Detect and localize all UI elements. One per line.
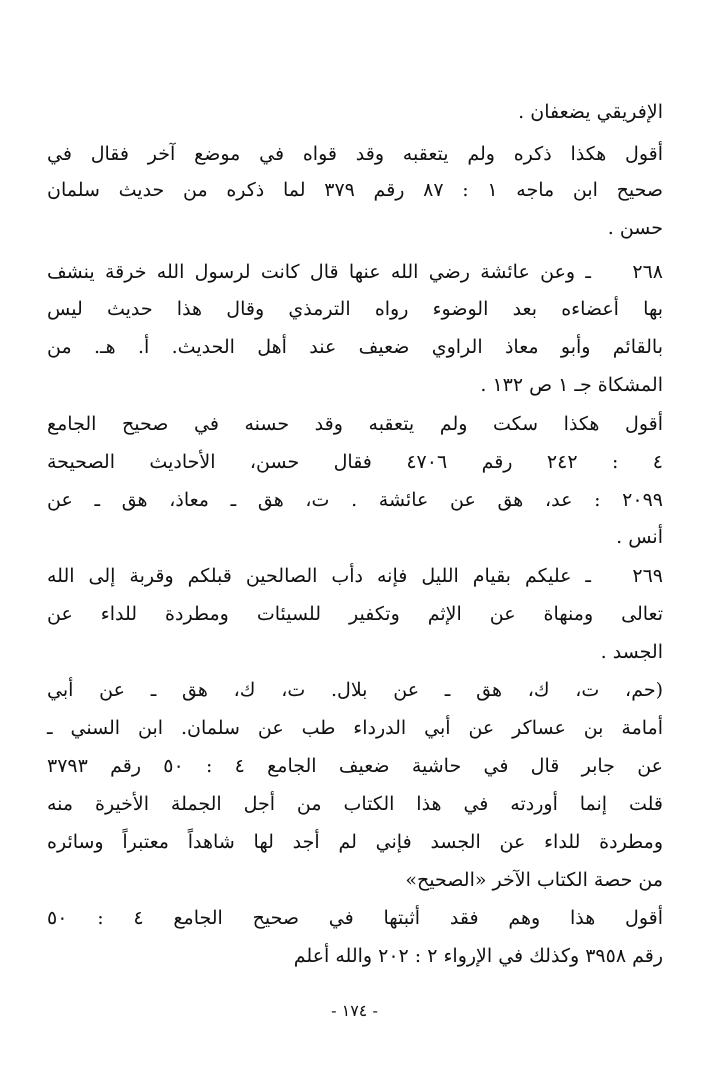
text-line-14: تعالى ومنهاة عن الإثم وتكفير للسيئات ومطردة للداء عن [47, 603, 663, 625]
text-line-23: رقم ٣٩٥٨ وكذلك في الإرواء ٢ : ٢٠٢ والله أعلم [293, 945, 663, 967]
text-line-17: أمامة بن عساكر عن أبي الدرداء طب عن سلمان. ابن السني ـ [47, 717, 663, 739]
text-line-13: ـ عليكم بقيام الليل فإنه دأب الصالحين قبلكم وقربة إلى الله [47, 565, 591, 587]
text-line-10: ٤ : ٢٤٢ رقم ٤٧٠٦ فقال حسن، الأحاديث الصحيحة [47, 451, 663, 473]
text-line-6: بها أعضاءه بعد الوضوء رواه الترمذي وقال هذا حديث ليس [47, 298, 663, 320]
entry-number-269: ٢٦٩ [632, 565, 663, 587]
text-line-20: ومطردة للداء عن الجسد فإني لم أجد لها شاهداً معتبراً وسائره [47, 831, 663, 853]
text-line-1: الإفريقي يضعفان . [518, 101, 663, 123]
text-line-18: عن جابر قال في حاشية ضعيف الجامع ٤ : ٥٠ رقم ٣٧٩٣ [47, 755, 664, 777]
text-line-9: أقول هكذا سكت ولم يتعقبه وقد حسنه في صحيح الجامع [47, 413, 663, 435]
text-line-11: ٢٠٩٩ : عد، هق عن عائشة . ت، هق ـ معاذ، هق ـ عن [47, 489, 663, 511]
text-line-3: صحيح ابن ماجه ١ : ٨٧ رقم ٣٧٩ لما ذكره من حديث سلمان [47, 179, 664, 201]
text-line-21: من حصة الكتاب الآخر «الصحيح» [405, 869, 663, 891]
text-line-22: أقول هذا وهم فقد أثبتها في صحيح الجامع ٤ : ٥٠ [47, 907, 663, 929]
text-line-5: ـ وعن عائشة رضي الله عنها قال كانت لرسول الله خرقة ينشف [47, 261, 591, 283]
text-line-4: حسن . [607, 217, 663, 239]
text-line-2: أقول هكذا ذكره ولم يتعقبه وقد قواه في موضع آخر فقال في [47, 143, 663, 165]
text-line-15: الجسد . [600, 641, 663, 663]
text-line-16: (حم، ت، ك، هق ـ عن بلال. ت، ك، هق ـ عن أبي [47, 679, 663, 701]
text-line-12: أنس . [616, 526, 663, 548]
text-line-8: المشكاة جـ ١ ص ١٣٢ . [480, 374, 663, 396]
text-line-19: قلت إنما أوردته في هذا الكتاب من أجل الجملة الأخيرة منه [47, 793, 663, 815]
entry-number-268: ٢٦٨ [632, 261, 663, 283]
text-line-7: بالقائم وأبو معاذ الراوي ضعيف عند أهل الحديث. أ. هـ. من [47, 336, 663, 358]
page-number: - ١٧٤ - [331, 1001, 378, 1020]
